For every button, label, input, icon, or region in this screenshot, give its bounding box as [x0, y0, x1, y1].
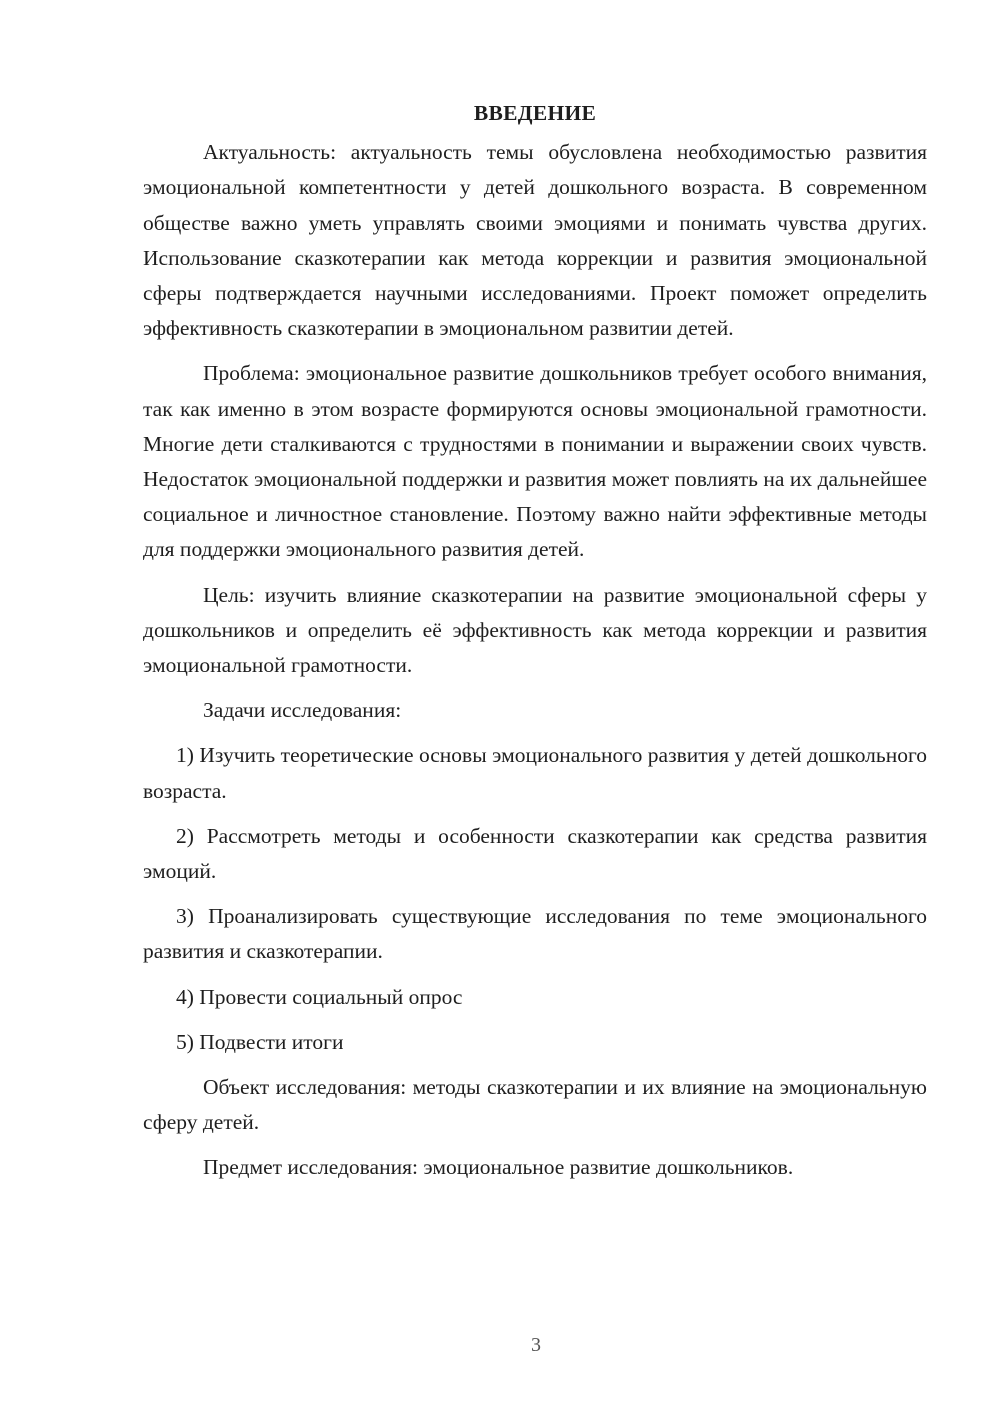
- task-item-1: 1) Изучить теоретические основы эмоционального развития у детей дошкольного возраста.: [143, 743, 927, 803]
- task-item-3: 3) Проанализировать существующие исследования по теме эмоционального развития и сказкотерапии.: [143, 904, 927, 964]
- tasks-heading: Задачи исследования:: [203, 698, 402, 723]
- object-paragraph: Объект исследования: методы сказкотерапии и их влияние на эмоциональную сферу детей.: [143, 1075, 927, 1135]
- task-item-4: 4) Провести социальный опрос: [176, 984, 463, 1009]
- subject-paragraph: Предмет исследования: эмоциональное развитие дошкольников.: [203, 1155, 794, 1180]
- page-number: 3: [531, 1334, 541, 1356]
- page-content: [143, 96, 927, 1196]
- task-item-5: 5) Подвести итоги: [176, 1029, 344, 1054]
- problem-paragraph: Проблема: эмоциональное развитие дошкольников требует особого внимания, так как именно в этом возрасте формируются основы эмоциональной грамотности. Многие дети сталкиваются с трудностями в понимании и выражении своих чувств. Недостаток эмоциональной поддержки и развития может повлиять на их дальнейшее социальное и личностное становление. Поэтому важно найти эффективные методы для поддержки эмоционального развития детей.: [143, 361, 927, 562]
- section-heading: ВВЕДЕНИЕ: [473, 101, 597, 125]
- task-item-2: 2) Рассмотреть методы и особенности сказкотерапии как средства развития эмоций.: [143, 823, 927, 884]
- goal-paragraph: Цель: изучить влияние сказкотерапии на развитие эмоциональной сферы у дошкольников и определить её эффективность как метода коррекции и развития эмоциональной грамотности.: [143, 582, 927, 678]
- relevance-paragraph: Актуальность: актуальность темы обусловлена необходимостью развития эмоциональной компетентности у детей дошкольного возраста. В современном обществе важно уметь управлять своими эмоциями и понимать чувства других. Использование сказкотерапии как метода коррекции и развития эмоциональной сферы подтверждается научными исследованиями. Проект поможет определить эффективность сказкотерапии в эмоциональном развитии детей.: [143, 140, 927, 341]
